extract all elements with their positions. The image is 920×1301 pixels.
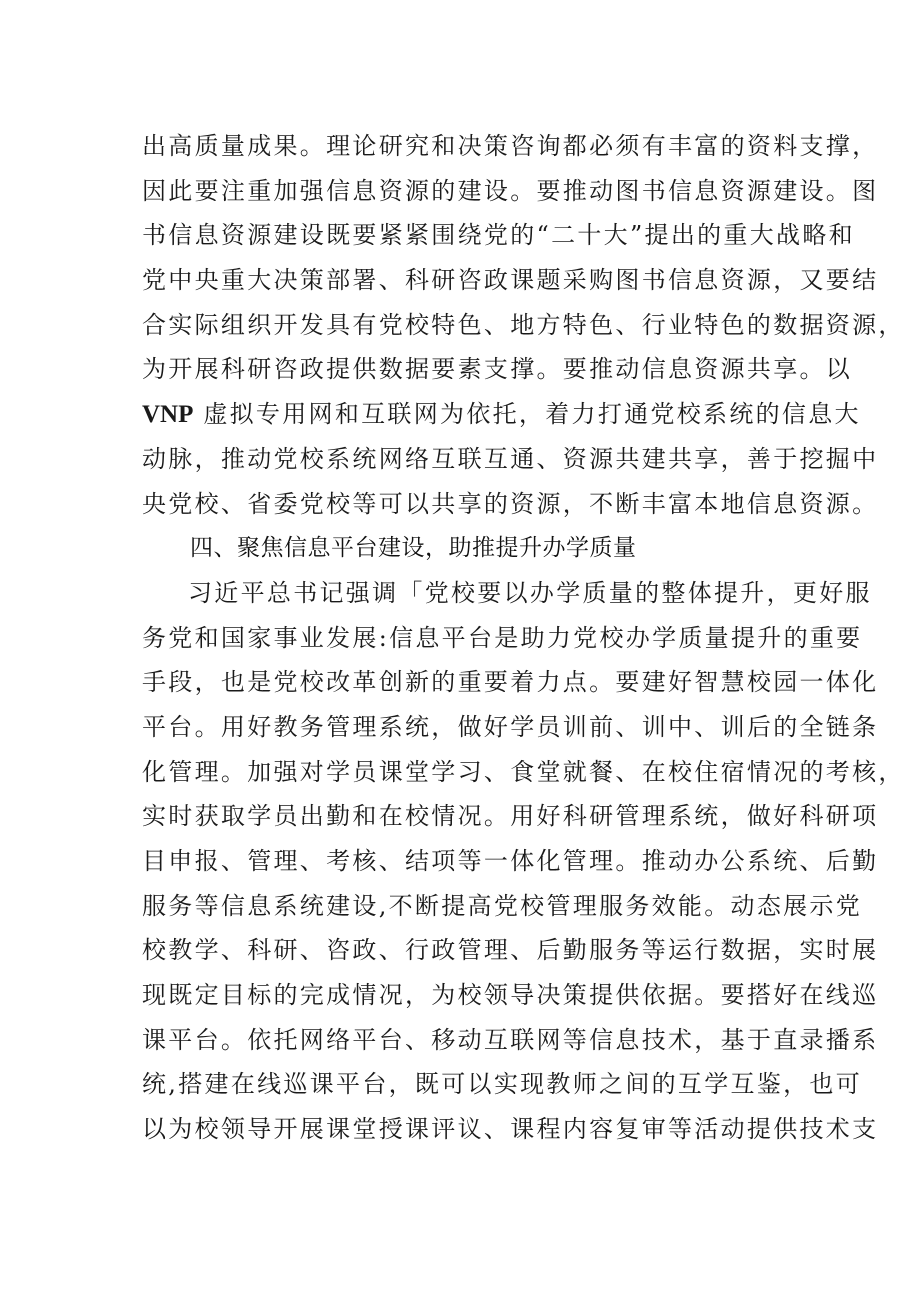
text-line: 校教学、科研、咨政、行政管理、后勤服务等运行数据，实时展	[142, 936, 879, 965]
text-line: 目申报、管理、考核、结项等一体化管理。推动办公系统、后勤	[142, 847, 879, 875]
text-line: 书信息资源建设既要紧紧围绕党的“二十大”提出的重大战略和	[142, 221, 855, 250]
text-line: 合实际组织开发具有党校特色、地方特色、行业特色的数据资源，	[142, 310, 905, 339]
text-line: 务党和国家事业发展:信息平台是助力党校办学质量提升的重要	[142, 623, 863, 652]
text-line: 以为校领导开展课堂授课评议、课程内容复审等活动提供技术支	[142, 1115, 879, 1144]
text-line: 因此要注重加强信息资源的建设。要推动图书信息资源建设。图	[142, 176, 879, 205]
document-body	[142, 124, 905, 1152]
text-line: 平台。用好教务管理系统，做好学员训前、训中、训后的全链条	[142, 712, 879, 741]
text-line: 现既定目标的完成情况，为校领导决策提供依据。要搭好在线巡	[142, 981, 879, 1010]
text-line-vnp	[142, 392, 861, 437]
text-line: 服务等信息系统建设,不断提高党校管理服务效能。动态展示党	[142, 891, 863, 920]
text-line: 为开展科研咨政提供数据要素支撑。要推动信息资源共享。以	[142, 355, 853, 384]
text-line: 出高质量成果。理论研究和决策咨询都必须有丰富的资料支撑，	[142, 132, 879, 160]
section-heading: 四、聚焦信息平台建设，助推提升办学质量	[190, 535, 637, 562]
vnp-term: VNP	[142, 401, 194, 429]
text-line: 化管理。加强对学员课堂学习、食堂就餐、在校住宿情况的考核，	[142, 757, 905, 786]
text-line-rest: 虚拟专用网和互联网为依托，着力打通党校系统的信息大	[203, 400, 861, 429]
text-line: 习近平总书记强调「党校要以办学质量的整体提升，更好服	[188, 578, 872, 607]
text-line: 实时获取学员出勤和在校情况。用好科研管理系统，做好科研项	[142, 802, 879, 831]
text-line: 统,搭建在线巡课平台，既可以实现教师之间的互学互鉴，也可	[142, 1070, 863, 1099]
text-line: 手段，也是党校改革创新的重要着力点。要建好智慧校园一体化	[142, 668, 879, 697]
text-line: 动脉，推动党校系统网络互联互通、资源共建共享，善于挖掘中	[142, 444, 879, 473]
text-line: 课平台。依托网络平台、移动互联网等信息技术，基于直录播系	[142, 1025, 879, 1054]
text-line: 央党校、省委党校等可以共享的资源，不断丰富本地信息资源。	[142, 489, 879, 518]
text-line: 党中央重大决策部署、科研咨政课题采购图书信息资源，又要结	[142, 266, 879, 295]
